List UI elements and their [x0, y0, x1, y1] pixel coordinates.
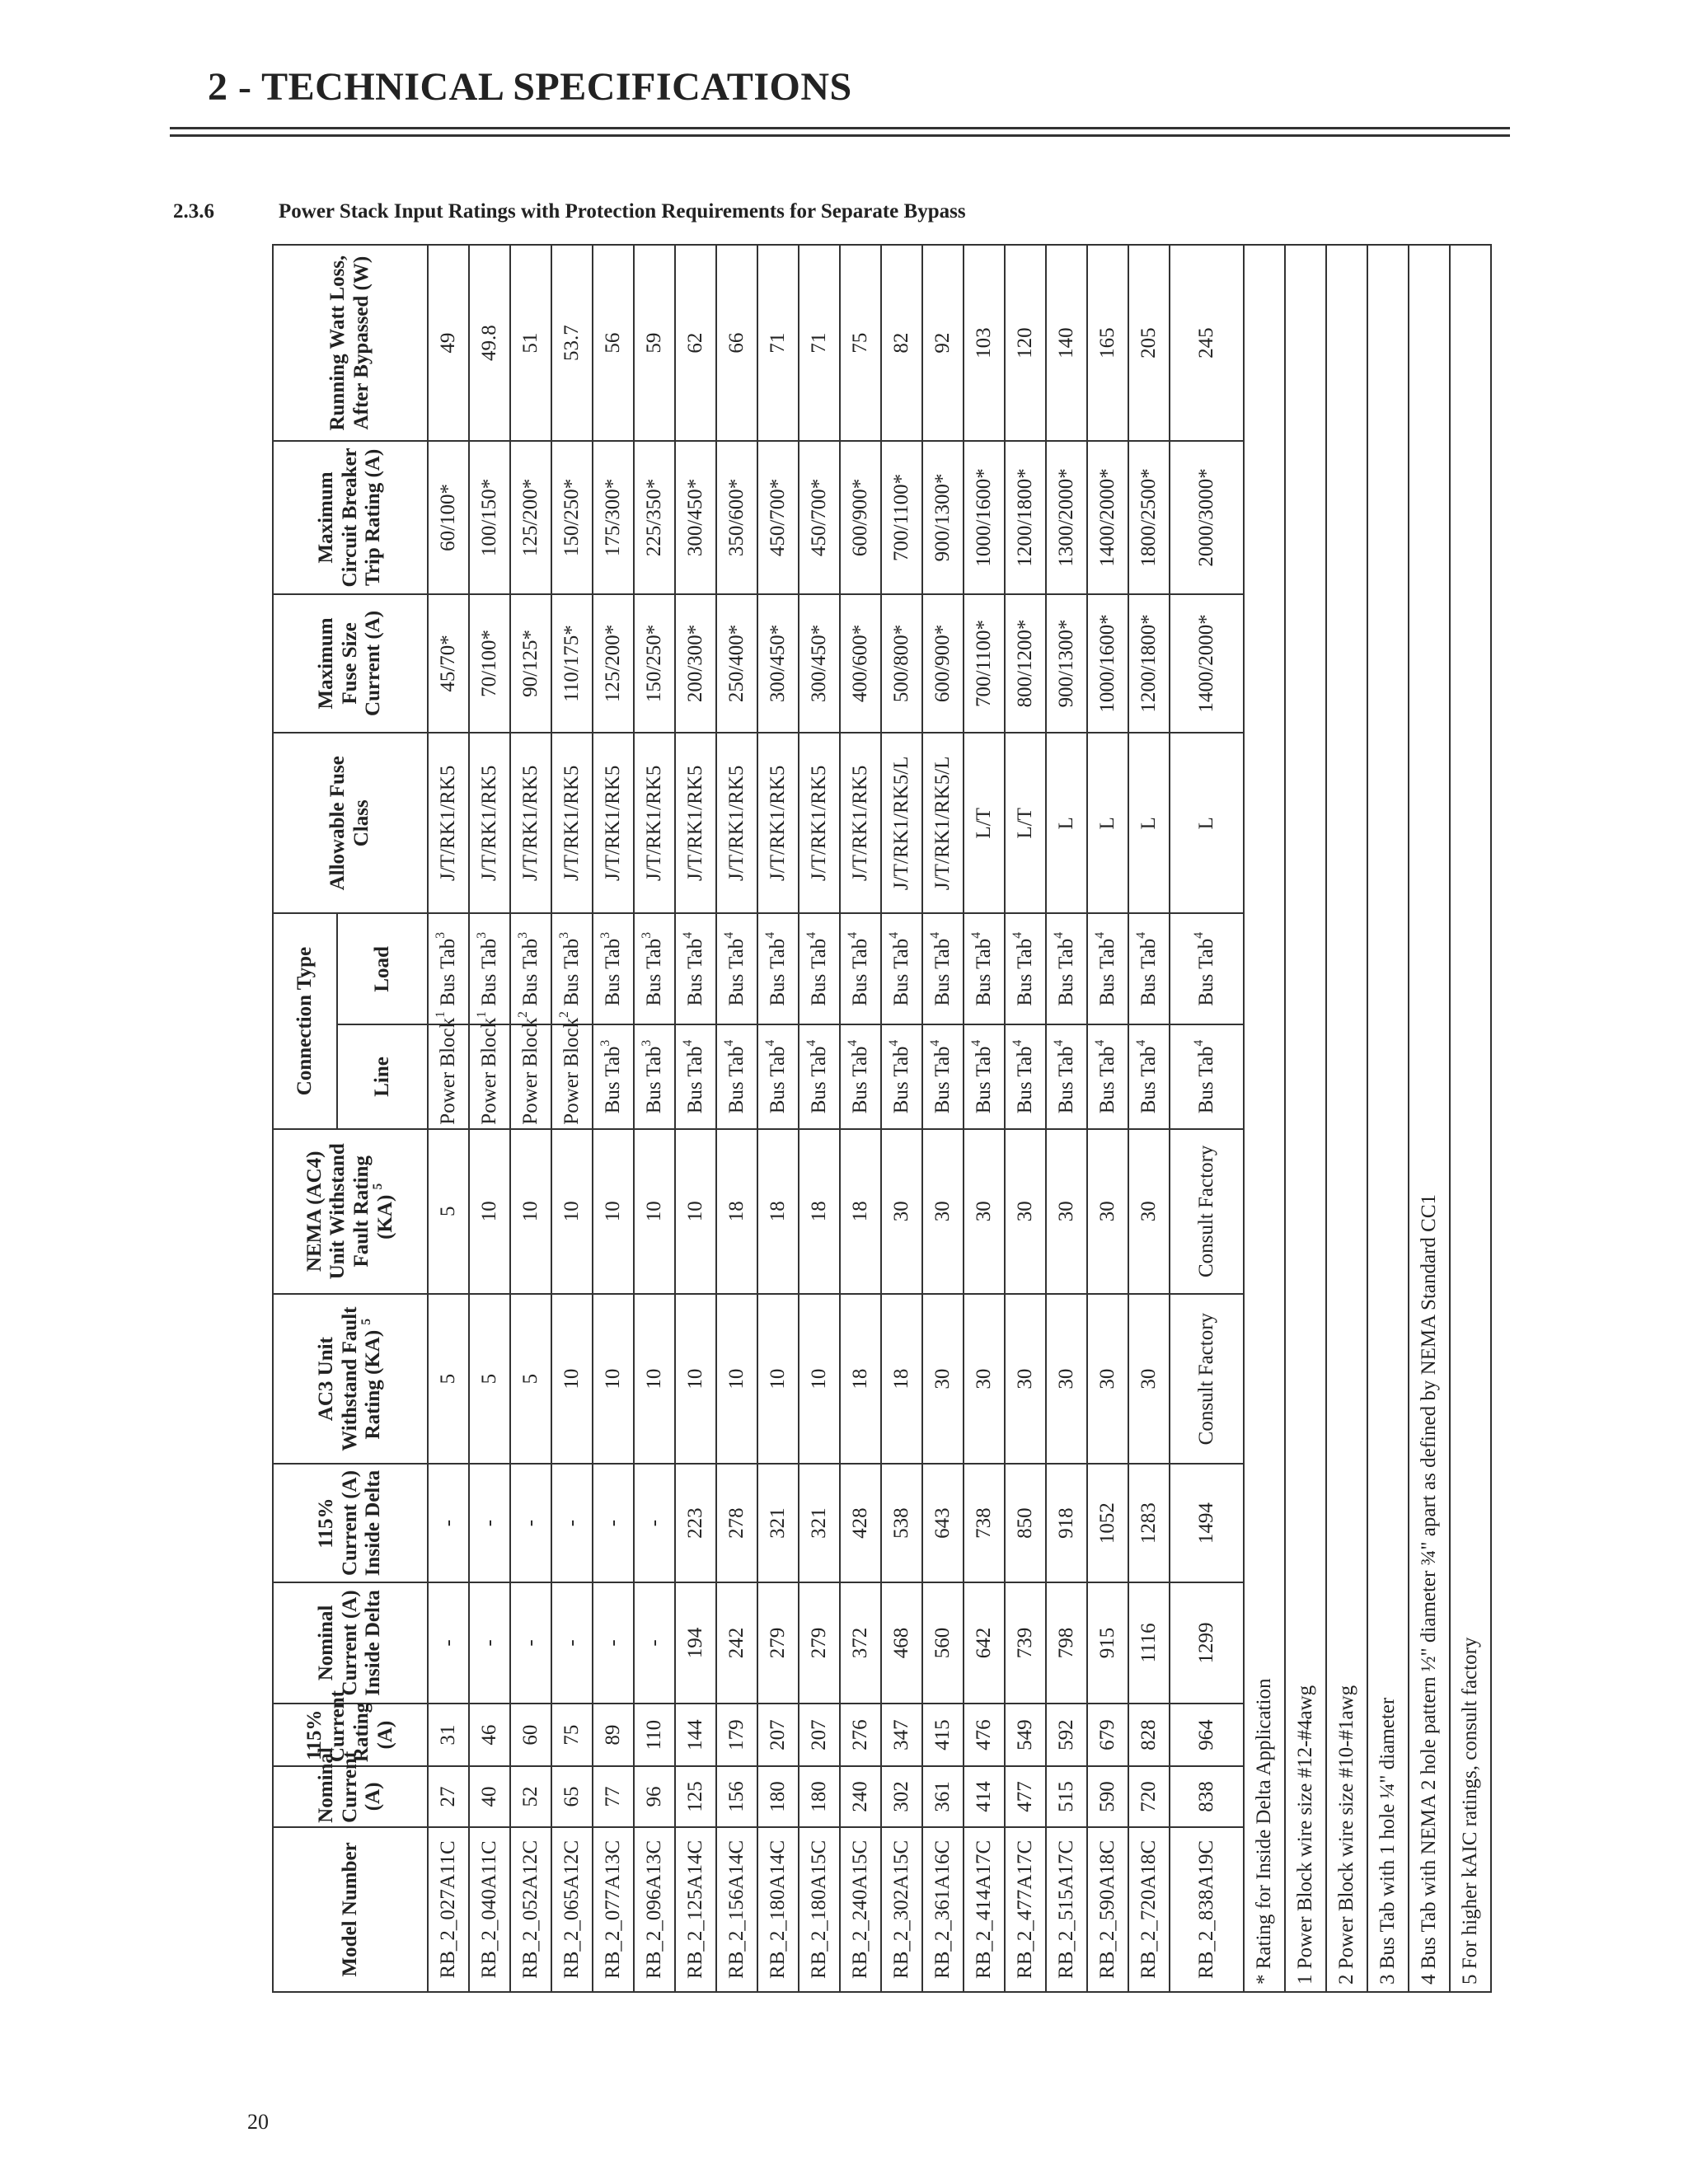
model-number-cell: RB_2_156A14C: [716, 1827, 757, 1992]
nominal-current-cell: 302: [881, 1766, 922, 1827]
fuse-size-cell: 110/175*: [551, 594, 593, 733]
breaker-rating-cell: 900/1300*: [922, 441, 964, 593]
nominal-inside-delta-cell: 642: [964, 1582, 1005, 1704]
ac3-rating-cell: 30: [1087, 1294, 1128, 1465]
footnote: 4 Bus Tab with NEMA 2 hole pattern ½" diameter ¾" apart as defined by NEMA Standard CC1: [1409, 245, 1450, 1992]
breaker-rating-cell: 175/300*: [593, 441, 634, 593]
load-connection-cell: Bus Tab$^4$: [675, 913, 716, 1024]
line-connection-cell: Power Block$^2$: [510, 1024, 551, 1128]
nema-rating-cell: 10: [675, 1129, 716, 1294]
nominal-inside-delta-cell: 915: [1087, 1582, 1128, 1704]
nema-rating-cell: 30: [1087, 1129, 1128, 1294]
fuse-size-cell: 800/1200*: [1005, 594, 1046, 733]
section-number: 2.3.6: [173, 200, 214, 223]
rating-115-cell: 46: [469, 1704, 510, 1766]
line-connection-cell: Bus Tab$^4$: [1170, 1024, 1244, 1128]
breaker-rating-cell: 150/250*: [551, 441, 593, 593]
model-number-cell: RB_2_096A13C: [634, 1827, 675, 1992]
watt-loss-cell: 245: [1170, 245, 1244, 441]
fuse-size-cell: 125/200*: [593, 594, 634, 733]
fuse-class-cell: J/T/RK1/RK5: [840, 733, 881, 913]
header-ac3-fault-rating: AC3 Unit Withstand Fault Rating (KA) $^5$: [273, 1294, 428, 1465]
line-connection-cell: Bus Tab$^4$: [675, 1024, 716, 1128]
nominal-current-cell: 515: [1046, 1766, 1087, 1827]
line-connection-cell: Bus Tab$^4$: [1128, 1024, 1170, 1128]
table-row: [1170, 245, 1244, 1992]
nominal-current-cell: 77: [593, 1766, 634, 1827]
watt-loss-cell: 59: [634, 245, 675, 441]
load-connection-cell: Bus Tab$^4$: [1087, 913, 1128, 1024]
rating-115-cell: 347: [881, 1704, 922, 1766]
ac3-rating-cell: 30: [1005, 1294, 1046, 1465]
nema-rating-cell: 30: [922, 1129, 964, 1294]
fuse-size-cell: 45/70*: [428, 594, 469, 733]
rating-115-cell: 110: [634, 1704, 675, 1766]
fuse-class-cell: J/T/RK1/RK5/L: [881, 733, 922, 913]
breaker-rating-cell: 60/100*: [428, 441, 469, 593]
footnote: 5 For higher kAIC ratings, consult factory: [1450, 245, 1491, 1992]
line-connection-cell: Bus Tab$^4$: [1046, 1024, 1087, 1128]
nominal-inside-delta-cell: 468: [881, 1582, 922, 1704]
nominal-current-cell: 838: [1170, 1766, 1244, 1827]
header-nominal-inside-delta: Nominal Current (A) Inside Delta: [273, 1582, 428, 1704]
model-number-cell: RB_2_838A19C: [1170, 1827, 1244, 1992]
watt-loss-cell: 92: [922, 245, 964, 441]
fuse-size-cell: 200/300*: [675, 594, 716, 733]
watt-loss-cell: 120: [1005, 245, 1046, 441]
nema-rating-cell: 5: [428, 1129, 469, 1294]
nema-rating-cell: 10: [634, 1129, 675, 1294]
table-body: [428, 245, 1244, 1992]
line-connection-cell: Power Block$^1$: [469, 1024, 510, 1128]
line-connection-cell: Power Block$^1$: [428, 1024, 469, 1128]
load-connection-cell: Bus Tab$^4$: [1046, 913, 1087, 1024]
table-row: [1087, 245, 1128, 1992]
header-115-inside-delta: 115% Current (A) Inside Delta: [273, 1464, 428, 1582]
breaker-rating-cell: 700/1100*: [881, 441, 922, 593]
nominal-current-cell: 52: [510, 1766, 551, 1827]
nominal-current-cell: 156: [716, 1766, 757, 1827]
rating-115-cell: 592: [1046, 1704, 1087, 1766]
model-number-cell: RB_2_077A13C: [593, 1827, 634, 1992]
breaker-rating-cell: 225/350*: [634, 441, 675, 593]
ac3-rating-cell: 30: [922, 1294, 964, 1465]
current-115-inside-delta-cell: 738: [964, 1464, 1005, 1582]
watt-loss-cell: 51: [510, 245, 551, 441]
watt-loss-cell: 165: [1087, 245, 1128, 441]
nema-rating-cell: 30: [881, 1129, 922, 1294]
fuse-size-cell: 400/600*: [840, 594, 881, 733]
footnote: 1 Power Block wire size #12-#4awg: [1285, 245, 1326, 1992]
fuse-class-cell: L: [1170, 733, 1244, 913]
rating-115-cell: 75: [551, 1704, 593, 1766]
nominal-current-cell: 180: [757, 1766, 799, 1827]
watt-loss-cell: 49.8: [469, 245, 510, 441]
current-115-inside-delta-cell: 643: [922, 1464, 964, 1582]
current-115-inside-delta-cell: 321: [799, 1464, 840, 1582]
nominal-current-cell: 590: [1087, 1766, 1128, 1827]
line-connection-cell: Bus Tab$^4$: [922, 1024, 964, 1128]
ac3-rating-cell: 5: [428, 1294, 469, 1465]
fuse-size-cell: 700/1100*: [964, 594, 1005, 733]
ac3-rating-cell: Consult Factory: [1170, 1294, 1244, 1465]
fuse-size-cell: 300/450*: [757, 594, 799, 733]
nema-rating-cell: Consult Factory: [1170, 1129, 1244, 1294]
breaker-rating-cell: 125/200*: [510, 441, 551, 593]
current-115-inside-delta-cell: -: [428, 1464, 469, 1582]
line-connection-cell: Bus Tab$^3$: [593, 1024, 634, 1128]
nominal-current-cell: 40: [469, 1766, 510, 1827]
rating-115-cell: 964: [1170, 1704, 1244, 1766]
current-115-inside-delta-cell: -: [634, 1464, 675, 1582]
breaker-rating-cell: 1000/1600*: [964, 441, 1005, 593]
load-connection-cell: Bus Tab$^4$: [922, 913, 964, 1024]
model-number-cell: RB_2_414A17C: [964, 1827, 1005, 1992]
breaker-rating-cell: 600/900*: [840, 441, 881, 593]
fuse-size-cell: 1200/1800*: [1128, 594, 1170, 733]
fuse-class-cell: J/T/RK1/RK5: [428, 733, 469, 913]
fuse-class-cell: L: [1128, 733, 1170, 913]
table-row: [840, 245, 881, 1992]
nominal-inside-delta-cell: -: [469, 1582, 510, 1704]
rating-115-cell: 60: [510, 1704, 551, 1766]
nominal-inside-delta-cell: 372: [840, 1582, 881, 1704]
ac3-rating-cell: 10: [799, 1294, 840, 1465]
fuse-class-cell: J/T/RK1/RK5: [551, 733, 593, 913]
header-watt-loss: Running Watt Loss, After Bypassed (W): [273, 245, 428, 441]
nema-rating-cell: 10: [510, 1129, 551, 1294]
ac3-rating-cell: 10: [757, 1294, 799, 1465]
rating-115-cell: 31: [428, 1704, 469, 1766]
table-row: [757, 245, 799, 1992]
current-115-inside-delta-cell: 538: [881, 1464, 922, 1582]
fuse-size-cell: 90/125*: [510, 594, 551, 733]
model-number-cell: RB_2_180A14C: [757, 1827, 799, 1992]
nema-rating-cell: 18: [840, 1129, 881, 1294]
table-row: [716, 245, 757, 1992]
watt-loss-cell: 205: [1128, 245, 1170, 441]
model-number-cell: RB_2_361A16C: [922, 1827, 964, 1992]
load-connection-cell: Bus Tab$^4$: [799, 913, 840, 1024]
line-connection-cell: Bus Tab$^4$: [881, 1024, 922, 1128]
current-115-inside-delta-cell: 1052: [1087, 1464, 1128, 1582]
load-connection-cell: Bus Tab$^3$: [551, 913, 593, 1024]
rating-115-cell: 89: [593, 1704, 634, 1766]
model-number-cell: RB_2_720A18C: [1128, 1827, 1170, 1992]
fuse-class-cell: J/T/RK1/RK5: [510, 733, 551, 913]
model-number-cell: RB_2_040A11C: [469, 1827, 510, 1992]
fuse-class-cell: L/T: [964, 733, 1005, 913]
fuse-size-cell: 300/450*: [799, 594, 840, 733]
rating-115-cell: 276: [840, 1704, 881, 1766]
model-number-cell: RB_2_052A12C: [510, 1827, 551, 1992]
fuse-class-cell: L: [1046, 733, 1087, 913]
nominal-inside-delta-cell: 279: [799, 1582, 840, 1704]
rating-115-cell: 476: [964, 1704, 1005, 1766]
load-connection-cell: Bus Tab$^3$: [469, 913, 510, 1024]
table-row: [1005, 245, 1046, 1992]
nominal-inside-delta-cell: 739: [1005, 1582, 1046, 1704]
header-fuse-size: Maximum Fuse Size Current (A): [273, 594, 428, 733]
watt-loss-cell: 62: [675, 245, 716, 441]
ac3-rating-cell: 30: [1046, 1294, 1087, 1465]
header-115-current-rating: 115% Current Rating (A): [273, 1704, 428, 1766]
current-115-inside-delta-cell: 1494: [1170, 1464, 1244, 1582]
nominal-inside-delta-cell: 798: [1046, 1582, 1087, 1704]
ac3-rating-cell: 30: [964, 1294, 1005, 1465]
rating-115-cell: 207: [799, 1704, 840, 1766]
table-row: [634, 245, 675, 1992]
model-number-cell: RB_2_302A15C: [881, 1827, 922, 1992]
watt-loss-cell: 71: [757, 245, 799, 441]
model-number-cell: RB_2_065A12C: [551, 1827, 593, 1992]
table-row: [1128, 245, 1170, 1992]
breaker-rating-cell: 2000/3000*: [1170, 441, 1244, 593]
line-connection-cell: Bus Tab$^4$: [799, 1024, 840, 1128]
nema-rating-cell: 30: [1128, 1129, 1170, 1294]
load-connection-cell: Bus Tab$^4$: [757, 913, 799, 1024]
breaker-rating-cell: 450/700*: [757, 441, 799, 593]
header-connection-type: Connection Type: [273, 913, 337, 1128]
breaker-rating-cell: 300/450*: [675, 441, 716, 593]
watt-loss-cell: 71: [799, 245, 840, 441]
nema-rating-cell: 18: [716, 1129, 757, 1294]
fuse-class-cell: J/T/RK1/RK5: [469, 733, 510, 913]
header-rule: [170, 127, 1510, 129]
table-row: [675, 245, 716, 1992]
table-row: [964, 245, 1005, 1992]
nema-rating-cell: 10: [593, 1129, 634, 1294]
model-number-cell: RB_2_180A15C: [799, 1827, 840, 1992]
breaker-rating-cell: 450/700*: [799, 441, 840, 593]
watt-loss-cell: 53.7: [551, 245, 593, 441]
nema-rating-cell: 10: [551, 1129, 593, 1294]
load-connection-cell: Bus Tab$^4$: [881, 913, 922, 1024]
line-connection-cell: Bus Tab$^4$: [716, 1024, 757, 1128]
nominal-inside-delta-cell: 279: [757, 1582, 799, 1704]
fuse-size-cell: 1400/2000*: [1170, 594, 1244, 733]
ac3-rating-cell: 18: [840, 1294, 881, 1465]
nominal-inside-delta-cell: 194: [675, 1582, 716, 1704]
line-connection-cell: Bus Tab$^4$: [1005, 1024, 1046, 1128]
ac3-rating-cell: 10: [551, 1294, 593, 1465]
model-number-cell: RB_2_027A11C: [428, 1827, 469, 1992]
fuse-class-cell: J/T/RK1/RK5: [634, 733, 675, 913]
nominal-current-cell: 65: [551, 1766, 593, 1827]
load-connection-cell: Bus Tab$^4$: [1128, 913, 1170, 1024]
watt-loss-cell: 75: [840, 245, 881, 441]
current-115-inside-delta-cell: 223: [675, 1464, 716, 1582]
nominal-inside-delta-cell: -: [593, 1582, 634, 1704]
fuse-size-cell: 1000/1600*: [1087, 594, 1128, 733]
rating-115-cell: 207: [757, 1704, 799, 1766]
watt-loss-cell: 56: [593, 245, 634, 441]
header-load: Load: [337, 913, 428, 1024]
current-115-inside-delta-cell: -: [469, 1464, 510, 1582]
load-connection-cell: Bus Tab$^4$: [1170, 913, 1244, 1024]
load-connection-cell: Bus Tab$^3$: [510, 913, 551, 1024]
table-row: [922, 245, 964, 1992]
load-connection-cell: Bus Tab$^3$: [634, 913, 675, 1024]
model-number-cell: RB_2_125A14C: [675, 1827, 716, 1992]
model-number-cell: RB_2_515A17C: [1046, 1827, 1087, 1992]
fuse-class-cell: J/T/RK1/RK5: [757, 733, 799, 913]
model-number-cell: RB_2_590A18C: [1087, 1827, 1128, 1992]
line-connection-cell: Bus Tab$^4$: [1087, 1024, 1128, 1128]
header-model-number: Model Number: [273, 1827, 428, 1992]
ac3-rating-cell: 10: [716, 1294, 757, 1465]
nema-rating-cell: 18: [799, 1129, 840, 1294]
fuse-class-cell: J/T/RK1/RK5/L: [922, 733, 964, 913]
load-connection-cell: Bus Tab$^4$: [1005, 913, 1046, 1024]
line-connection-cell: Bus Tab$^3$: [634, 1024, 675, 1128]
load-connection-cell: Bus Tab$^3$: [593, 913, 634, 1024]
nominal-inside-delta-cell: -: [510, 1582, 551, 1704]
fuse-size-cell: 600/900*: [922, 594, 964, 733]
line-connection-cell: Power Block$^2$: [551, 1024, 593, 1128]
nominal-inside-delta-cell: 1116: [1128, 1582, 1170, 1704]
nominal-inside-delta-cell: 242: [716, 1582, 757, 1704]
nema-rating-cell: 10: [469, 1129, 510, 1294]
footnote: 3 Bus Tab with 1 hole ¼" diameter: [1367, 245, 1409, 1992]
current-115-inside-delta-cell: 278: [716, 1464, 757, 1582]
table-row: [469, 245, 510, 1992]
ac3-rating-cell: 10: [634, 1294, 675, 1465]
nema-rating-cell: 18: [757, 1129, 799, 1294]
table-row: [510, 245, 551, 1992]
nominal-inside-delta-cell: 1299: [1170, 1582, 1244, 1704]
nominal-current-cell: 27: [428, 1766, 469, 1827]
breaker-rating-cell: 1800/2500*: [1128, 441, 1170, 593]
nominal-current-cell: 720: [1128, 1766, 1170, 1827]
fuse-class-cell: J/T/RK1/RK5: [675, 733, 716, 913]
table-row: [551, 245, 593, 1992]
rating-115-cell: 549: [1005, 1704, 1046, 1766]
table-row: [1046, 245, 1087, 1992]
load-connection-cell: Bus Tab$^4$: [716, 913, 757, 1024]
table-row: [593, 245, 634, 1992]
page-number: 20: [247, 2110, 269, 2134]
table-row: [428, 245, 469, 1992]
nominal-current-cell: 477: [1005, 1766, 1046, 1827]
watt-loss-cell: 49: [428, 245, 469, 441]
rating-115-cell: 144: [675, 1704, 716, 1766]
nominal-current-cell: 96: [634, 1766, 675, 1827]
nominal-current-cell: 125: [675, 1766, 716, 1827]
header-breaker-rating: Maximum Circuit Breaker Trip Rating (A): [273, 441, 428, 593]
rotated-table-container: [272, 244, 1489, 1993]
watt-loss-cell: 140: [1046, 245, 1087, 441]
fuse-size-cell: 150/250*: [634, 594, 675, 733]
chapter-title: 2 - TECHNICAL SPECIFICATIONS: [208, 65, 852, 109]
current-115-inside-delta-cell: 918: [1046, 1464, 1087, 1582]
header-line: Line: [337, 1024, 428, 1128]
current-115-inside-delta-cell: 1283: [1128, 1464, 1170, 1582]
breaker-rating-cell: 1200/1800*: [1005, 441, 1046, 593]
load-connection-cell: Bus Tab$^4$: [840, 913, 881, 1024]
footnote: 2 Power Block wire size #10-#1awg: [1326, 245, 1367, 1992]
fuse-class-cell: J/T/RK1/RK5: [716, 733, 757, 913]
header-nema-fault-rating: NEMA (AC4) Unit Withstand Fault Rating (KA) $^5$: [273, 1129, 428, 1294]
footnote: * Rating for Inside Delta Application: [1244, 245, 1285, 1992]
fuse-class-cell: J/T/RK1/RK5: [799, 733, 840, 913]
current-115-inside-delta-cell: -: [510, 1464, 551, 1582]
load-connection-cell: Bus Tab$^3$: [428, 913, 469, 1024]
nominal-current-cell: 361: [922, 1766, 964, 1827]
specifications-table: [272, 244, 1492, 1993]
breaker-rating-cell: 1400/2000*: [1087, 441, 1128, 593]
load-connection-cell: Bus Tab$^4$: [964, 913, 1005, 1024]
model-number-cell: RB_2_240A15C: [840, 1827, 881, 1992]
nema-rating-cell: 30: [1005, 1129, 1046, 1294]
table-row: [881, 245, 922, 1992]
fuse-size-cell: 250/400*: [716, 594, 757, 733]
current-115-inside-delta-cell: 428: [840, 1464, 881, 1582]
line-connection-cell: Bus Tab$^4$: [840, 1024, 881, 1128]
fuse-size-cell: 70/100*: [469, 594, 510, 733]
nema-rating-cell: 30: [1046, 1129, 1087, 1294]
line-connection-cell: Bus Tab$^4$: [757, 1024, 799, 1128]
fuse-class-cell: L/T: [1005, 733, 1046, 913]
fuse-class-cell: L: [1087, 733, 1128, 913]
nominal-inside-delta-cell: -: [551, 1582, 593, 1704]
breaker-rating-cell: 350/600*: [716, 441, 757, 593]
breaker-rating-cell: 1300/2000*: [1046, 441, 1087, 593]
ac3-rating-cell: 5: [510, 1294, 551, 1465]
current-115-inside-delta-cell: -: [593, 1464, 634, 1582]
current-115-inside-delta-cell: -: [551, 1464, 593, 1582]
nominal-inside-delta-cell: -: [428, 1582, 469, 1704]
table-row: [799, 245, 840, 1992]
fuse-size-cell: 900/1300*: [1046, 594, 1087, 733]
nominal-current-cell: 180: [799, 1766, 840, 1827]
current-115-inside-delta-cell: 321: [757, 1464, 799, 1582]
breaker-rating-cell: 100/150*: [469, 441, 510, 593]
rating-115-cell: 415: [922, 1704, 964, 1766]
ac3-rating-cell: 10: [675, 1294, 716, 1465]
nominal-current-cell: 240: [840, 1766, 881, 1827]
watt-loss-cell: 103: [964, 245, 1005, 441]
watt-loss-cell: 66: [716, 245, 757, 441]
nominal-inside-delta-cell: 560: [922, 1582, 964, 1704]
rating-115-cell: 828: [1128, 1704, 1170, 1766]
rating-115-cell: 179: [716, 1704, 757, 1766]
header-fuse-class: Allowable Fuse Class: [273, 733, 428, 913]
current-115-inside-delta-cell: 850: [1005, 1464, 1046, 1582]
line-connection-cell: Bus Tab$^4$: [964, 1024, 1005, 1128]
ac3-rating-cell: 10: [593, 1294, 634, 1465]
footnotes: [1244, 245, 1491, 1992]
nominal-inside-delta-cell: -: [634, 1582, 675, 1704]
rating-115-cell: 679: [1087, 1704, 1128, 1766]
fuse-class-cell: J/T/RK1/RK5: [593, 733, 634, 913]
header-rule: [170, 134, 1510, 137]
header-nominal-current: Nominal Current (A): [273, 1766, 428, 1827]
watt-loss-cell: 82: [881, 245, 922, 441]
nema-rating-cell: 30: [964, 1129, 1005, 1294]
ac3-rating-cell: 18: [881, 1294, 922, 1465]
section-title: Power Stack Input Ratings with Protection Requirements for Separate Bypass: [279, 200, 966, 223]
nominal-current-cell: 414: [964, 1766, 1005, 1827]
ac3-rating-cell: 30: [1128, 1294, 1170, 1465]
fuse-size-cell: 500/800*: [881, 594, 922, 733]
model-number-cell: RB_2_477A17C: [1005, 1827, 1046, 1992]
ac3-rating-cell: 5: [469, 1294, 510, 1465]
